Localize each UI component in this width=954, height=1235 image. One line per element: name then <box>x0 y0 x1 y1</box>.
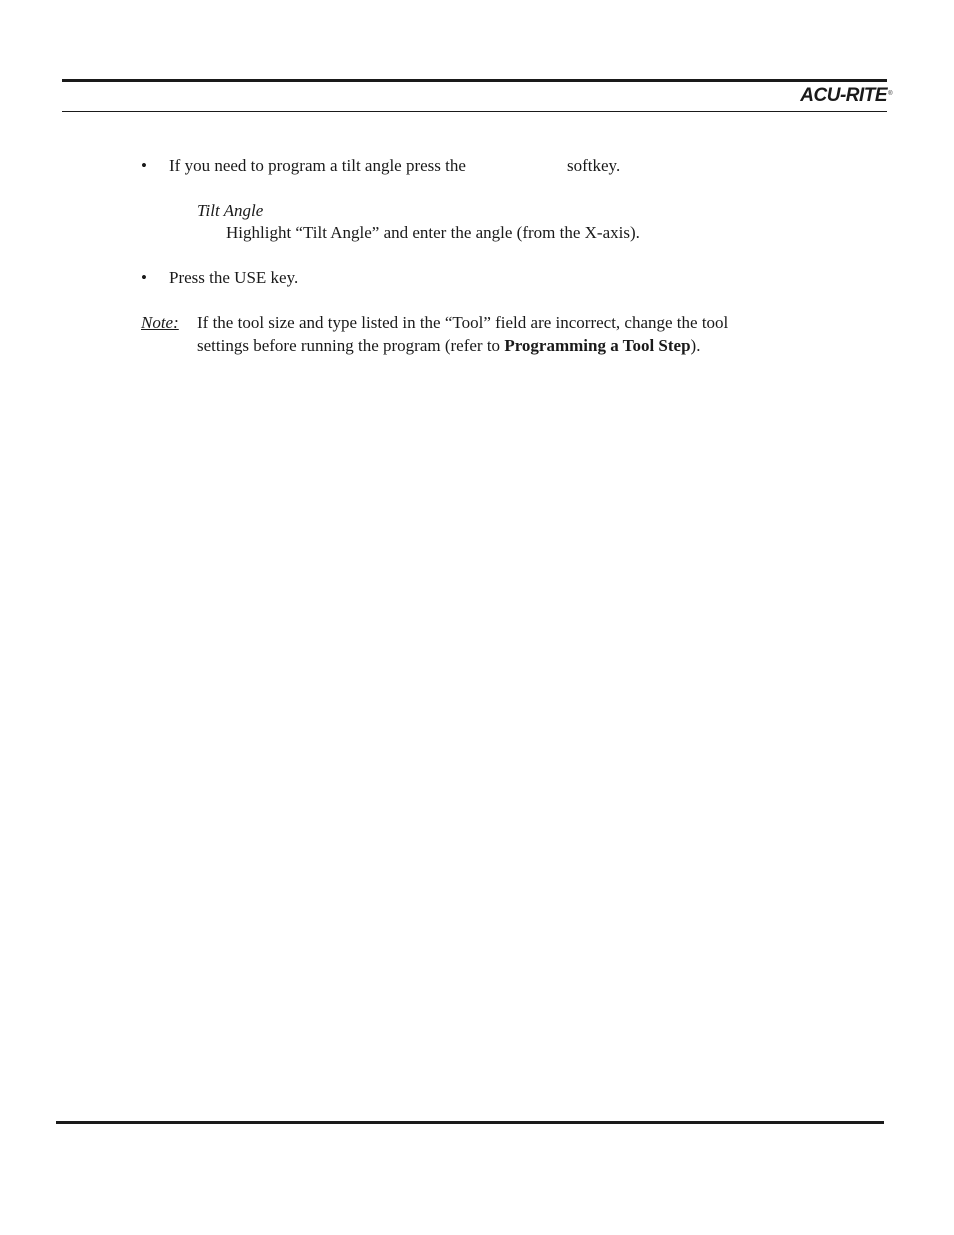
field-label-tilt-angle: Tilt Angle <box>197 201 264 220</box>
note-line-2 <box>197 336 700 356</box>
note-line-1: If the tool size and type listed in the “Tool” field are incorrect, change the tool <box>197 313 729 332</box>
footer-rule <box>56 1121 884 1124</box>
note-line-2-before: settings before running the program (refer to <box>197 336 505 355</box>
bullet-marker-1: • <box>141 156 147 175</box>
note-line-2-after: ). <box>690 336 701 355</box>
bullet1-text-after: softkey. <box>567 156 621 175</box>
field-instruction: Highlight “Tilt Angle” and enter the angle (from the X-axis). <box>226 223 640 242</box>
note-label: Note: <box>141 313 179 332</box>
bullet2-text: Press the USE key. <box>169 268 299 287</box>
header-rule-thin <box>62 111 887 112</box>
header-logo <box>800 86 892 106</box>
logo-text: ACU-RITE <box>800 85 888 106</box>
registered-mark: ® <box>888 91 892 97</box>
bullet1-text-before: If you need to program a tilt angle press the <box>169 156 466 175</box>
header-rule-thick <box>62 79 887 82</box>
note-reference-link-text: Programming a Tool Step <box>504 336 691 355</box>
bullet-marker-2: • <box>141 268 147 287</box>
